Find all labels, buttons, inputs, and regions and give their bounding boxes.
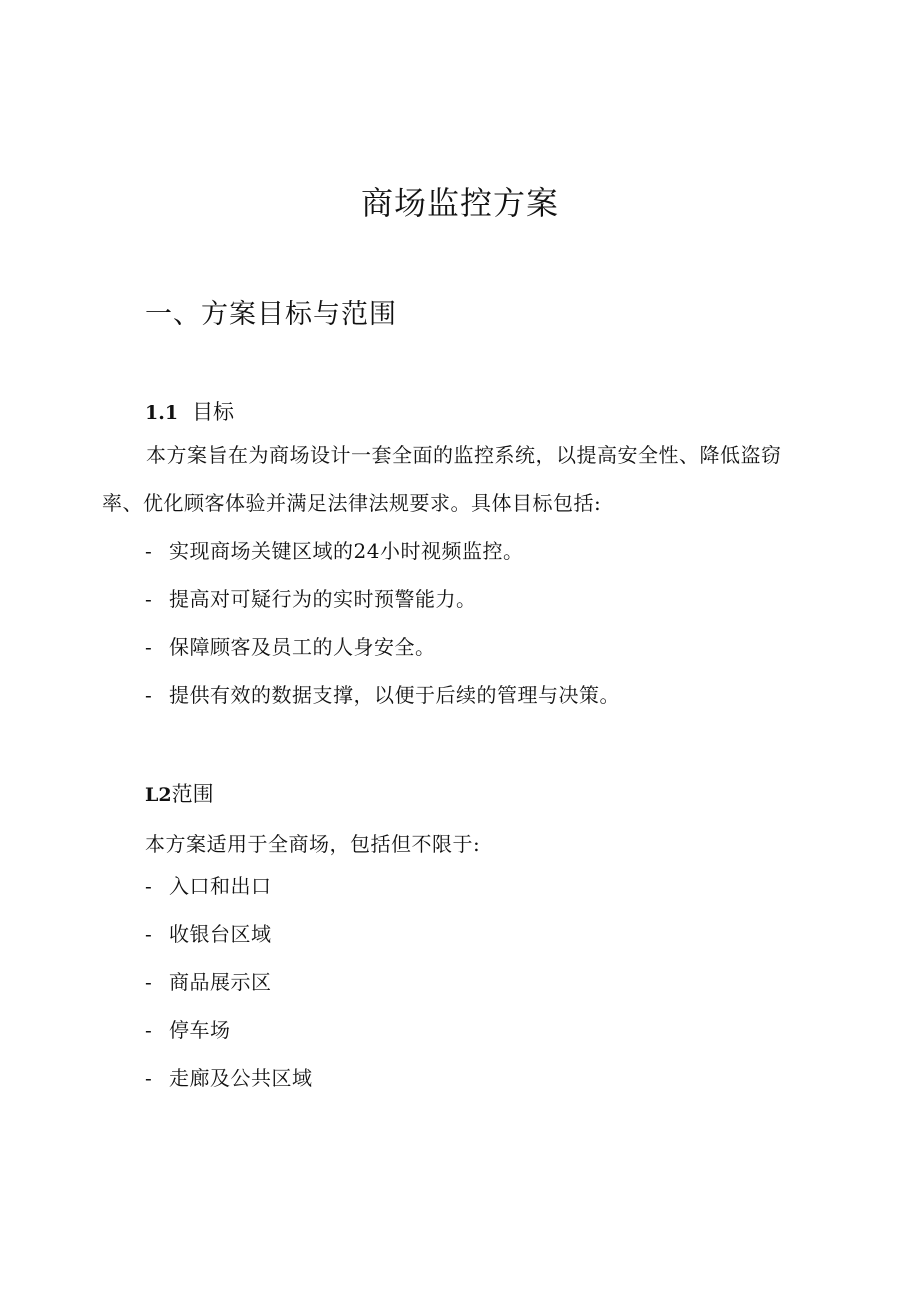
list-item [145,1054,313,1102]
section-heading: 一、方案目标与范围 [145,299,397,330]
scope-intro-paragraph: 本方案适用于全商场，包括但不限于: [145,832,481,856]
list-item-text: 提供有效的数据支撑，以便于后续的管理与决策。 [169,683,620,707]
bullet-dash: - [145,587,153,611]
list-item-text: 走廊及公共区域 [169,1066,313,1090]
list-item-text: 收银台区域 [169,922,272,946]
bullet-dash: - [145,635,153,659]
list-item-text: 入口和出口 [169,874,272,898]
list-item [145,1006,313,1054]
goal-number: 1.1 [145,402,179,424]
list-item [145,575,620,623]
scope-number: L2 [145,784,172,806]
goal-title: 目标 [192,400,235,424]
list-item-text: 商品展示区 [169,970,272,994]
list-item-text: 停车场 [169,1018,231,1042]
list-item [145,527,620,575]
goal-intro-paragraph: 本方案旨在为商场设计一套全面的监控系统，以提高安全性、降低盗窃率、优化顾客体验并满足法律法规要求。具体目标包括: [102,443,782,515]
goal-heading [145,396,234,426]
document-title: 商场监控方案 [360,184,559,222]
bullet-dash: - [145,874,153,898]
scope-heading [145,778,214,808]
bullet-dash: - [145,1066,153,1090]
list-item-text: 实现商场关键区域的24小时视频监控。 [169,539,524,563]
bullet-dash: - [145,539,153,563]
list-item [145,671,620,719]
bullet-dash: - [145,683,153,707]
list-item [145,862,313,910]
bullet-dash: - [145,922,153,946]
scope-list [145,862,313,1102]
bullet-dash: - [145,1018,153,1042]
list-item [145,910,313,958]
list-item [145,623,620,671]
list-item [145,958,313,1006]
list-item-text: 保障顾客及员工的人身安全。 [169,635,436,659]
goal-list [145,527,620,719]
list-item-text: 提高对可疑行为的实时预警能力。 [169,587,477,611]
scope-title: 范围 [171,782,214,806]
bullet-dash: - [145,970,153,994]
